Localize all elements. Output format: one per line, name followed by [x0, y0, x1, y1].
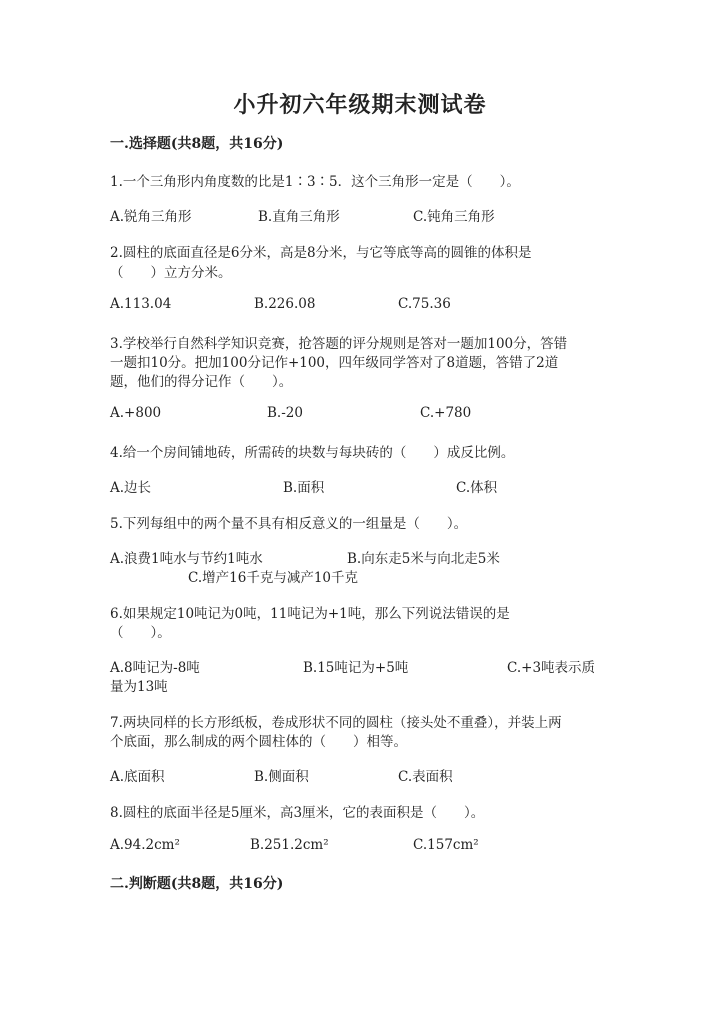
question-4-option-a: A.边长: [110, 480, 152, 496]
question-3-option-c: C.+780: [420, 405, 472, 421]
question-7-stem-line-2: 个底面，那么制成的两个圆柱体的（ ）相等。: [110, 734, 407, 750]
question-6-option-c: C.+3吨表示质: [507, 660, 596, 676]
question-8-option-a: A.94.2cm²: [110, 837, 180, 853]
question-7-option-a: A.底面积: [110, 769, 165, 785]
section-heading-true-false: 二.判断题(共8题，共16分): [110, 876, 284, 892]
question-8-stem: 8.圆柱的底面半径是5厘米，高3厘米，它的表面积是（ ）。: [110, 805, 485, 821]
question-4-option-c: C.体积: [456, 480, 498, 496]
question-6-option-b: B.15吨记为+5吨: [303, 660, 409, 676]
question-4-option-b: B.面积: [283, 480, 325, 496]
question-6-stem-line-1: 6.如果规定10吨记为0吨，11吨记为+1吨，那么下列说法错误的是: [110, 606, 510, 622]
question-7-stem-line-1: 7.两块同样的长方形纸板，卷成形状不同的圆柱（接头处不重叠），并装上两: [110, 715, 562, 731]
question-3-stem-line-3: 题，他们的得分记作（ ）。: [110, 374, 293, 390]
question-1-option-a: A.锐角三角形: [110, 209, 192, 225]
question-1-option-b: B.直角三角形: [258, 209, 340, 225]
question-1-stem: 1.一个三角形内角度数的比是1∶3∶5．这个三角形一定是（ ）。: [110, 174, 520, 190]
question-7-option-b: B.侧面积: [254, 769, 309, 785]
question-8-option-c: C.157cm²: [413, 837, 479, 853]
question-3-stem-line-2: 一题扣10分。把加100分记作+100，四年级同学答对了8道题，答错了2道: [110, 355, 559, 371]
question-3-option-b: B.-20: [267, 405, 303, 421]
question-2-option-c: C.75.36: [398, 296, 451, 312]
question-3-stem-line-1: 3.学校举行自然科学知识竞赛，抢答题的评分规则是答对一题加100分，答错: [110, 336, 568, 352]
question-6-option-a: A.8吨记为-8吨: [110, 660, 200, 676]
question-2-stem-line-2: （ ）立方分米。: [110, 265, 232, 281]
question-1-option-c: C.钝角三角形: [413, 209, 495, 225]
question-6-option-c-continued: 量为13吨: [110, 679, 168, 695]
question-2-option-b: B.226.08: [254, 296, 316, 312]
question-2-option-a: A.113.04: [110, 296, 172, 312]
question-5-option-b: B.向东走5米与向北走5米: [347, 551, 500, 567]
question-2-stem-line-1: 2.圆柱的底面直径是6分米，高是8分米，与它等底等高的圆锥的体积是: [110, 245, 532, 261]
section-heading-choice: 一.选择题(共8题，共16分): [110, 136, 284, 152]
question-7-option-c: C.表面积: [398, 769, 453, 785]
question-3-option-a: A.+800: [110, 405, 162, 421]
question-6-stem-line-2: （ ）。: [110, 625, 171, 641]
question-5-option-c: C.增产16千克与减产10千克: [188, 570, 358, 586]
question-8-option-b: B.251.2cm²: [250, 837, 329, 853]
question-4-stem: 4.给一个房间铺地砖，所需砖的块数与每块砖的（ ）成反比例。: [110, 445, 515, 461]
question-5-stem: 5.下列每组中的两个量不具有相反意义的一组量是（ ）。: [110, 516, 468, 532]
question-5-option-a: A.浪费1吨水与节约1吨水: [110, 551, 263, 567]
page-title: 小升初六年级期末测试卷: [233, 92, 487, 118]
